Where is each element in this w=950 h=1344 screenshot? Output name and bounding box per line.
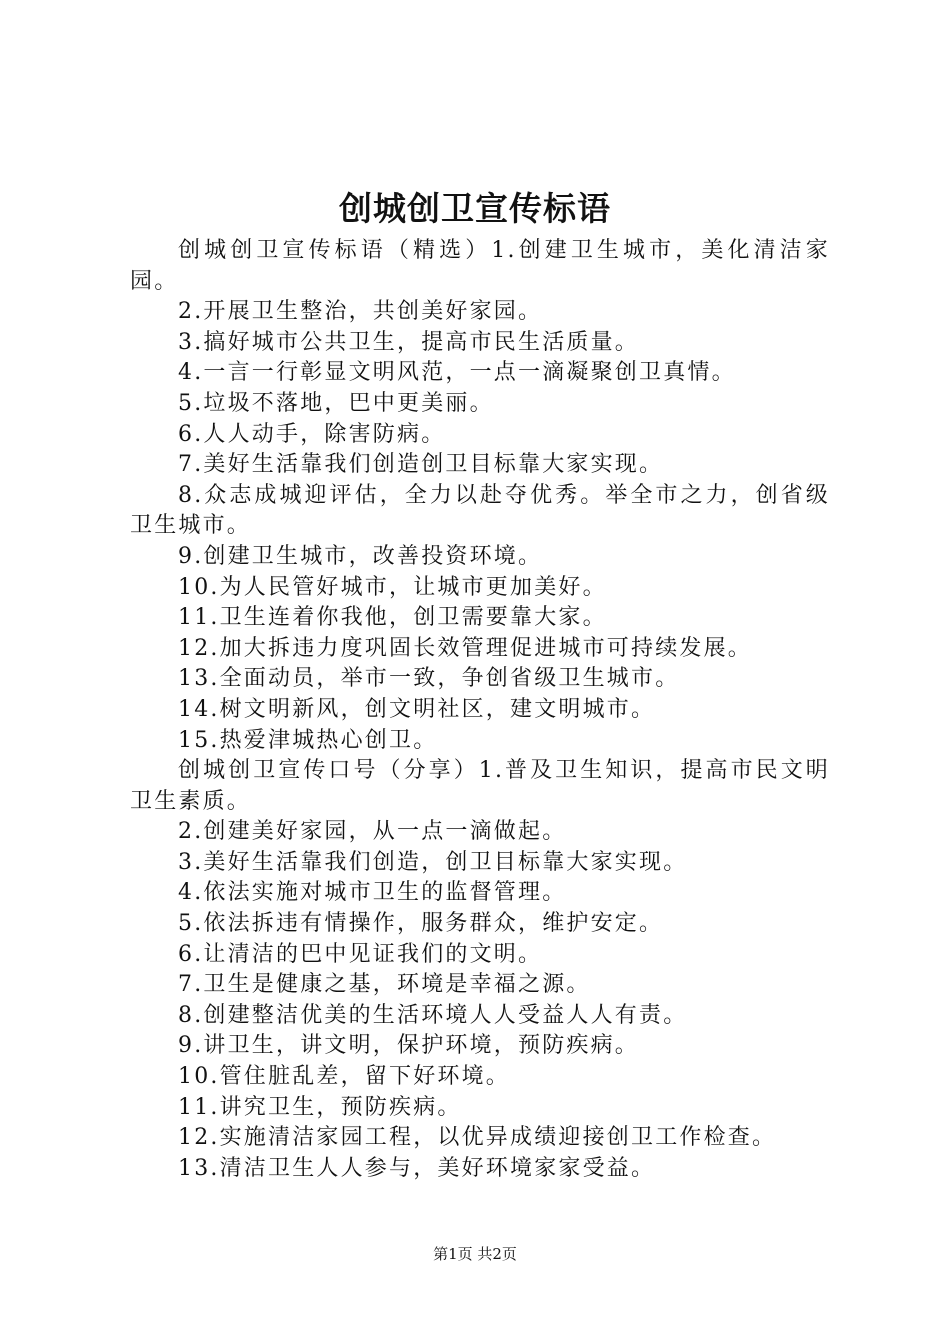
page-footer: 第1页 共2页 [433, 1245, 517, 1263]
paragraph-15: 15.热爱津城热心创卫。 [178, 727, 438, 753]
paragraph-11: 11.卫生连着你我他，创卫需要靠大家。 [178, 605, 607, 631]
paragraph-27: 12.实施清洁家园工程，以优异成绩迎接创卫工作检查。 [178, 1125, 777, 1151]
paragraph-23: 8.创建整洁优美的生活环境人人受益人人有责。 [178, 1002, 688, 1028]
paragraph-10: 10.为人民管好城市，让城市更加美好。 [178, 574, 607, 600]
page-title: 创城创卫宣传标语 [339, 189, 611, 228]
paragraph-5: 5.垃圾不落地，巴中更美丽。 [178, 390, 494, 416]
paragraph-9: 9.创建卫生城市，改善投资环境。 [178, 543, 543, 569]
paragraph-16: 创城创卫宣传口号（分享）1.普及卫生知识，提高市民文明卫生素质。 [130, 758, 830, 814]
paragraph-1: 创城创卫宣传标语（精选）1.创建卫生城市，美化清洁家园。 [130, 238, 830, 294]
document-body [130, 236, 830, 1184]
paragraph-7: 7.美好生活靠我们创造创卫目标靠大家实现。 [178, 452, 664, 478]
paragraph-4: 4.一言一行彰显文明风范，一点一滴凝聚创卫真情。 [178, 360, 736, 386]
paragraph-18: 3.美好生活靠我们创造，创卫目标靠大家实现。 [178, 849, 688, 875]
paragraph-22: 7.卫生是健康之基，环境是幸福之源。 [178, 972, 591, 998]
paragraph-12: 12.加大拆违力度巩固长效管理促进城市可持续发展。 [178, 635, 752, 661]
paragraph-14: 14.树文明新风，创文明社区，建文明城市。 [178, 696, 656, 722]
paragraph-2: 2.开展卫生整治，共创美好家园。 [178, 299, 543, 325]
paragraph-6: 6.人人动手，除害防病。 [178, 421, 446, 447]
paragraph-25: 10.管住脏乱差，留下好环境。 [178, 1064, 510, 1090]
paragraph-8: 8.众志成城迎评估，全力以赴夺优秀。举全市之力，创省级卫生城市。 [130, 482, 830, 539]
paragraph-19: 4.依法实施对城市卫生的监督管理。 [178, 880, 567, 906]
paragraph-26: 11.讲究卫生，预防疾病。 [178, 1094, 462, 1120]
paragraph-17: 2.创建美好家园，从一点一滴做起。 [178, 819, 567, 845]
paragraph-28: 13.清洁卫生人人参与，美好环境家家受益。 [178, 1155, 656, 1181]
paragraph-13: 13.全面动员，举市一致，争创省级卫生城市。 [178, 666, 680, 692]
paragraph-20: 5.依法拆违有情操作，服务群众，维护安定。 [178, 911, 664, 937]
paragraph-3: 3.搞好城市公共卫生，提高市民生活质量。 [178, 329, 639, 355]
paragraph-21: 6.让清洁的巴中见证我们的文明。 [178, 941, 543, 967]
paragraph-24: 9.讲卫生，讲文明，保护环境，预防疾病。 [178, 1033, 639, 1059]
